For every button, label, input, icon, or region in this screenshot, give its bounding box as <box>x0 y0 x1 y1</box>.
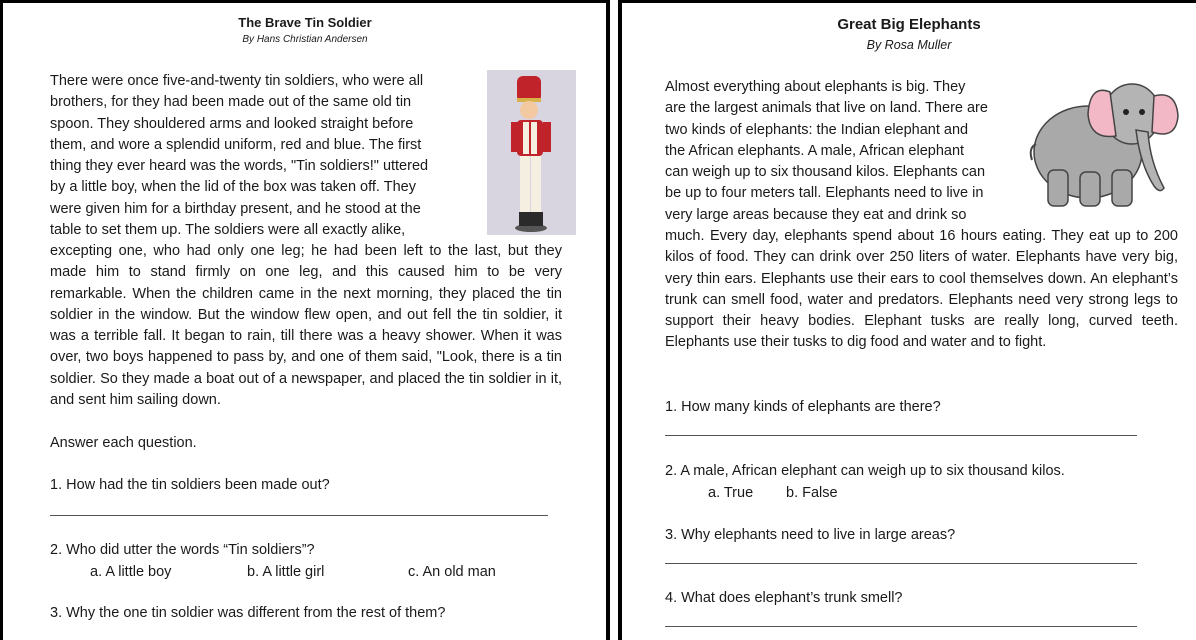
story-line: brothers, for they had been made out of the same old tin <box>50 94 412 111</box>
instruction: Answer each question. <box>50 435 197 451</box>
question-1: 1. How many kinds of elephants are there? <box>665 399 941 415</box>
answer-line[interactable] <box>665 563 1137 564</box>
story-line: are the largest animals that live on land. There are <box>665 100 988 117</box>
story-paragraph: excepting one, who had only one leg; he had been left to the last, but they made him to stand firmly on one leg, and this caused him to be very remarkable. When the children came in the next morning, they placed the tin soldier in the window. But the window flew open, and out fell the tin soldier, it was a terrible fall. It began to rain, till there was a heavy shower. When it was over, two boys happened to pass by, and one of them said, "Look, there is a tin soldier. So they made a boat out of a newspaper, and placed the tin soldier in it, and sent him sailing down. <box>50 243 562 409</box>
story-line: them, and wore a splendid uniform, red and blue. The first <box>50 136 422 153</box>
option-a[interactable]: a. A little boy <box>90 564 172 580</box>
story-paragraph: much. Every day, elephants spend about 16 hours eating. They eat up to 200 kilos of food. They can drink over 250 liters of water. Elephants have very big, very thin ears. Elephants use their ears to cool themselves down. An elephant’s trunk can smell food, water and predators. Elephants need very strong legs to support their heavy bodies. Elephant tusks are really long, curved teeth. Elephants use their tusks to dig food and water and to fight. <box>665 228 1178 351</box>
story-line: thing they ever heard was the words, "Tin soldiers!" uttered <box>50 158 429 175</box>
question-2: 2. A male, African elephant can weigh up to six thousand kilos. <box>665 463 1065 479</box>
option-true[interactable]: a. True <box>708 485 754 501</box>
author-line: By Rosa Muller <box>866 38 952 52</box>
page-title: The Brave Tin Soldier <box>238 15 372 30</box>
story-line: very large areas because they eat and drink so <box>665 206 967 223</box>
question-1: 1. How had the tin soldiers been made out? <box>50 477 330 493</box>
story-wrap <box>50 71 476 241</box>
story-line: table to set them up. The soldiers were all exactly alike, <box>50 222 406 239</box>
elephants-worksheet <box>618 0 1196 640</box>
story-line: two kinds of elephants: the Indian elephant and <box>665 121 969 138</box>
answer-line[interactable] <box>665 626 1137 627</box>
author-line: By Hans Christian Andersen <box>242 34 368 45</box>
story-line: were given him for a birthday present, and he stood at the <box>50 200 421 217</box>
option-false[interactable]: b. False <box>786 485 838 501</box>
tin-soldier-illustration <box>487 70 576 235</box>
answer-line[interactable] <box>50 515 548 516</box>
option-c[interactable]: c. An old man <box>408 564 496 580</box>
story-line: be up to four meters tall. Elephants need to live in <box>665 185 984 202</box>
question-2: 2. Who did utter the words “Tin soldiers”? <box>50 542 315 558</box>
question-3: 3. Why elephants need to live in large areas? <box>665 527 956 543</box>
story-line: by a little boy, when the lid of the box was taken off. They <box>50 179 416 196</box>
question-3: 3. Why the one tin soldier was different from the rest of them? <box>50 605 446 621</box>
story-line: There were once five-and-twenty tin soldiers, who were all <box>50 73 424 89</box>
story-line: the African elephants. A male, African elephant <box>665 142 965 159</box>
answer-line[interactable] <box>665 435 1137 436</box>
page-title: Great Big Elephants <box>837 16 981 33</box>
story-wrap <box>665 77 1016 226</box>
story-line: can weigh up to six thousand kilos. Elephants can <box>665 164 986 181</box>
story-line: Almost everything about elephants is big. They <box>665 79 966 95</box>
story-line: spoon. They shouldered arms and looked straight before <box>50 115 414 132</box>
option-b[interactable]: b. A little girl <box>247 564 325 580</box>
question-4: 4. What does elephant’s trunk smell? <box>665 590 903 606</box>
elephant-illustration <box>1028 74 1182 212</box>
